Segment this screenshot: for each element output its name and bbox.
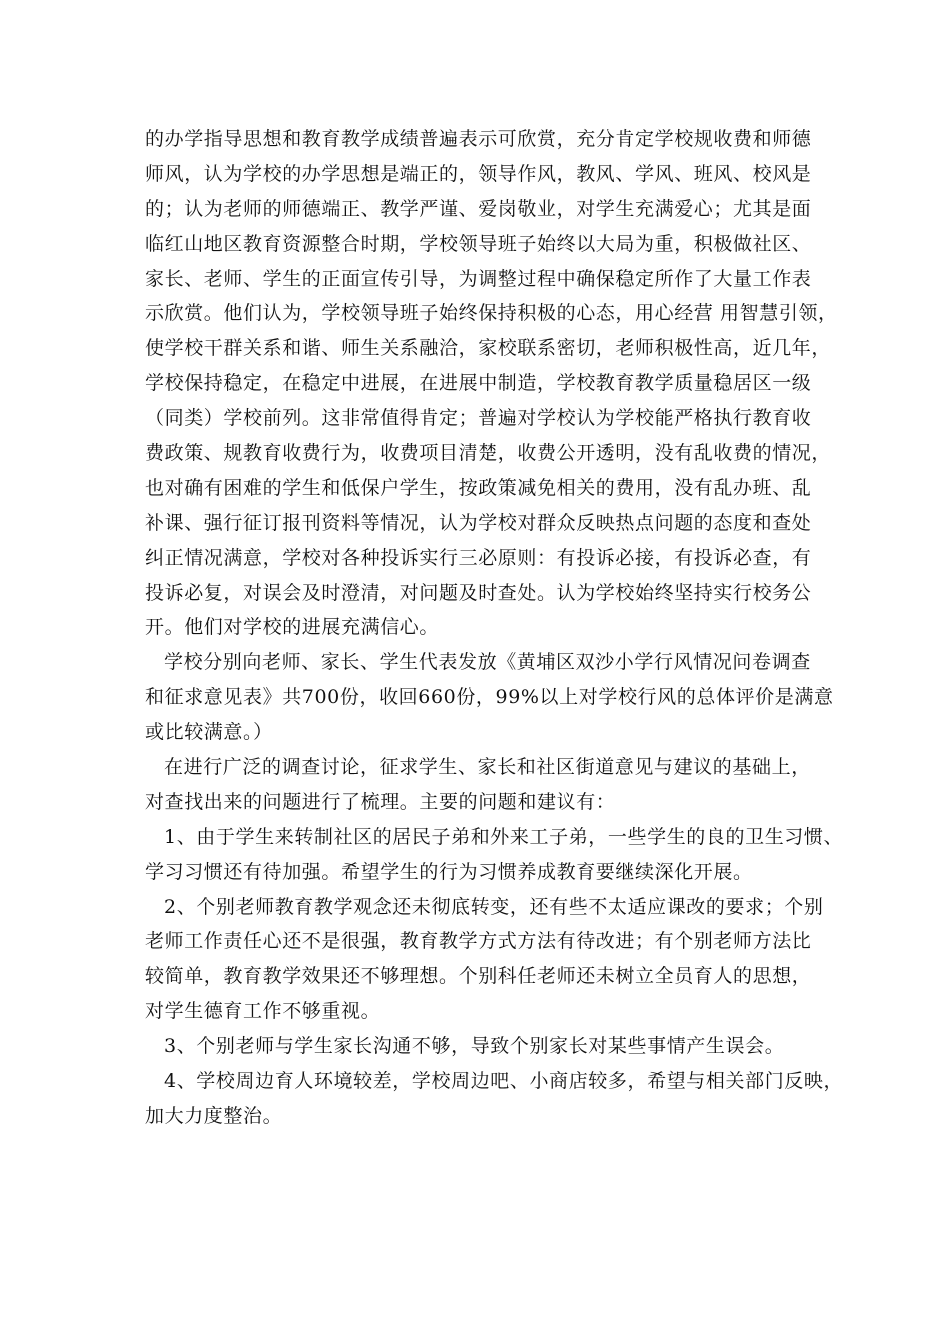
text-line: 学习习惯还有待加强。希望学生的行为习惯养成教育要继续深化开展。	[145, 860, 753, 883]
text-line: 或比较满意。）	[145, 721, 273, 744]
text-line: 的办学指导思想和教育教学成绩普遍表示可欣赏，充分肯定学校规收费和师德	[145, 128, 812, 150]
text-line: 家长、老师、学生的正面宣传引导，为调整过程中确保稳定所作了大量工作表	[145, 267, 812, 290]
text-line: 和征求意见表》共700份，收回660份，99%以上对学校行风的总体评价是满意	[145, 686, 834, 709]
list-item-1	[145, 820, 844, 890]
list-item-4	[145, 1064, 844, 1134]
text-line: 费政策、规教育收费行为，收费项目清楚，收费公开透明，没有乱收费的情况，	[145, 442, 832, 465]
text-line: 示欣赏。他们认为，学校领导班子始终保持积极的心态，用心经营 用智慧引领，	[145, 302, 838, 325]
text-line: 的；认为老师的师德端正、教学严谨、爱岗敬业，对学生充满爱心；尤其是面	[145, 197, 812, 220]
text-line: 补课、强行征订报刊资料等情况，认为学校对群众反映热点问题的态度和查处	[145, 511, 812, 534]
text-line: 2、个别老师教育教学观念还未彻底转变，还有些不太适应课改的要求；个别	[164, 895, 824, 918]
text-line: 临红山地区教育资源整合时期，学校领导班子始终以大局为重，积极做社区、	[145, 232, 812, 255]
text-line: 学校保持稳定，在稳定中进展，在进展中制造，学校教育教学质量稳居区一级	[145, 372, 812, 395]
paragraph-feedback-summary	[145, 122, 838, 645]
text-line: 1、由于学生来转制社区的居民子弟和外来工子弟，一些学生的良的卫生习惯、	[164, 825, 844, 848]
text-line: 4、学校周边育人环境较差，学校周边吧、小商店较多，希望与相关部门反映，	[164, 1070, 844, 1093]
text-line: 学校分别向老师、家长、学生代表发放《黄埔区双沙小学行风情况问卷调查	[164, 651, 811, 674]
text-line: 老师工作责任心还不是很强，教育教学方式方法有待改进；有个别老师方法比	[145, 930, 812, 953]
paragraph-investigation	[145, 750, 835, 820]
text-line: 对查找出来的问题进行了梳理。主要的问题和建议有：	[145, 790, 616, 813]
text-line: 使学校干群关系和谐、师生关系融洽，家校联系密切，老师积极性高，近几年，	[145, 337, 832, 360]
text-line: 开。他们对学校的进展充满信心。	[145, 616, 440, 639]
text-line: 也对确有困难的学生和低保户学生，按政策减免相关的费用，没有乱办班、乱	[145, 476, 812, 499]
text-line: （同类）学校前列。这非常值得肯定；普遍对学校认为学校能严格执行教育收	[145, 407, 812, 430]
text-line: 在进行广泛的调查讨论，征求学生、家长和社区街道意见与建议的基础上，	[164, 756, 811, 779]
text-line: 对学生德育工作不够重视。	[145, 1000, 381, 1023]
paragraph-questionnaire	[145, 645, 835, 750]
text-line: 3、个别老师与学生家长沟通不够，导致个别家长对某些事情产生误会。	[164, 1035, 785, 1058]
text-line: 师风，认为学校的办学思想是端正的，领导作风，教风、学风、班风、校风是	[145, 162, 812, 185]
list-item-2	[145, 890, 835, 1030]
text-line: 较简单，教育教学效果还不够理想。个别科任老师还未树立全员育人的思想，	[145, 965, 812, 988]
text-line: 加大力度整治。	[145, 1104, 283, 1127]
document-body	[145, 122, 844, 1134]
list-item-3	[145, 1029, 835, 1064]
text-line: 纠正情况满意，学校对各种投诉实行三必原则：有投诉必接，有投诉必查，有	[145, 546, 812, 569]
text-line: 投诉必复，对误会及时澄清，对问题及时查处。认为学校始终坚持实行校务公	[145, 581, 812, 604]
